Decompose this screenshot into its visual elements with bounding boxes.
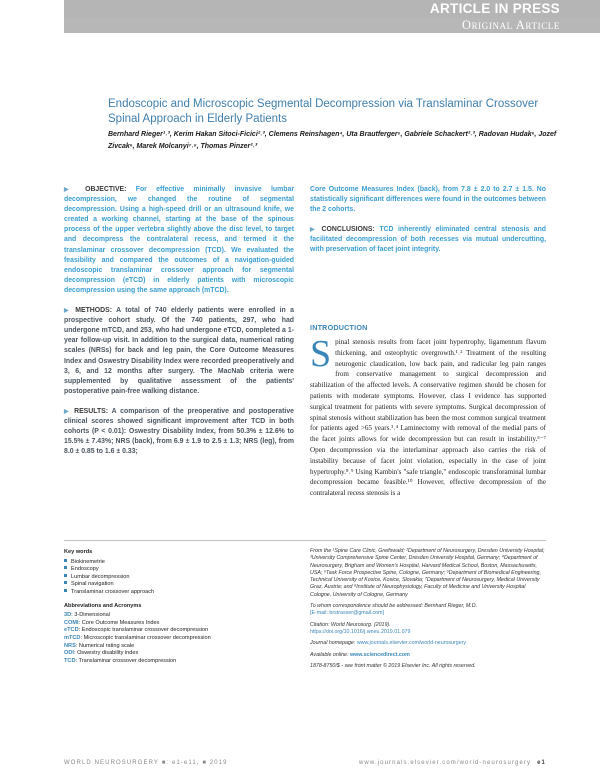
article-title: Endoscopic and Microscopic Segmental Decompression via Translaminar Crossover Spinal Approach in Elderly Patients (108, 98, 539, 125)
footer-right (359, 760, 546, 766)
doi-link[interactable]: https://doi.org/10.1016/j.wneu.2019.01.079 (310, 628, 411, 635)
square-bullet-icon (64, 566, 67, 569)
abbreviation-item: eTCD: Endoscopic translaminar crossover decompression (64, 627, 209, 634)
abstract-methods (64, 306, 294, 397)
triangle-bullet-icon: ▶ (64, 408, 75, 415)
abstract-conclusions (310, 225, 546, 255)
square-bullet-icon (64, 589, 67, 592)
section-divider (64, 540, 546, 541)
abbreviation-item: 3D: 3-Dimensional (64, 612, 111, 619)
objective-heading: ▶ OBJECTIVE: (64, 186, 127, 193)
results-text: A comparison of the preoperative and postoperative clinical scores showed significant improvement after TCD in both cohorts (P < 0.01): Oswestry Disability Index, from 50.3% ± 12.6% to 15.5% ± 7.43%; NRS (back), from 6.9 ± 1.9 to 2.5 ± 1.3; NRS (leg), from 8.0 ± 0.85 to 1.6 ± 0.33; (64, 407, 294, 456)
abbreviation-item: TCD: Translaminar crossover decompression (64, 657, 177, 664)
keyword-item: Endoscopy (64, 566, 284, 574)
keyword-item: Lumbar decompression (64, 574, 284, 582)
methods-heading: ▶ METHODS: (64, 307, 112, 315)
introduction-text: pinal stenosis results from facet joint hypertrophy, ligamentum flavum thickening, and osteophytic overgrowth.¹˒² Treatment of the resulting neurogenic claudication, low back pain, and radicular leg pain ranges from conservative management to surgical decompression and stabilization of the affected levels. A conservative regimen should be chosen for patients with moderate symptoms. However, class I evidence has supported surgical treatment for patients with severe symptoms. Surgical decompression of spinal stenosis without stabilization has been the most common surgical treatment for patients aged >65 years.³˒⁴ Laminectomy with removal of the medial parts of the facet joints allows for wide decompression but can result in instability.⁵⁻⁷ Open decompression via the interlaminar approach also carries the risk of instability because of facet joint violation, especially in the case of joint hypertrophy.⁸˒⁹ Using Kambin's "safe triangle," endoscopic transforaminal lumbar decompression became feasible.¹⁰ However, effective decompression of the contralateral recess stenosis is a (310, 338, 546, 498)
article-banner (0, 0, 600, 34)
abstract-results (64, 407, 294, 457)
correspondence: To whom correspondence should be addressed: Bernhard Rieger, M.D. [E-mail: brstrasser@gmail.com] (310, 603, 478, 617)
square-bullet-icon (64, 574, 67, 577)
results-heading: ▶ RESULTS: (64, 407, 109, 415)
triangle-bullet-icon: ▶ (310, 227, 322, 234)
article-type-label: Original Article (461, 18, 560, 32)
abbreviation-item: mTCD: Microscopic translaminar crossover decompression (64, 634, 211, 641)
abbreviation-item: NRS: Numerical rating scale (64, 642, 135, 649)
square-bullet-icon (64, 581, 67, 584)
abstract-left-column (64, 185, 294, 467)
objective-text: For effective minimally invasive lumbar decompression, we changed the routine of segmental decompression. Using a high-speed drill or an ultrasound knife, we created a working channel, starting at the base of the spinous process of the upper vertebra slightly above the disc level, to target and decompress the contralateral recess, and termed it the translaminar crossover decompression (TCD). We evaluated the feasibility and compared the outcomes of a navigation-guided endoscopic translaminar crossover approach for segmental decompression (eTCD) in elderly patients with microscopic decompression using the same approach (mTCD). (64, 186, 294, 294)
conclusions-text: TCD inherently eliminated central stenosis and facilitated decompression of both recesses via mutual undercutting, with preservation of facet joint integrity. (310, 226, 547, 254)
article-in-press-label: ARTICLE IN PRESS (429, 1, 560, 16)
affiliations-block (310, 548, 546, 674)
keywords-label: Key words (64, 549, 93, 555)
results-continued-text: Core Outcome Measures Index (back), from 7.8 ± 2.0 to 2.7 ± 1.5. No statistically significant differences were found in the outcomes between the 2 cohorts. (310, 186, 546, 214)
page-number: e1 (537, 760, 546, 766)
abbreviation-item: COMI: Core Outcome Measures Index (64, 619, 160, 626)
abbreviations-label: Abbreviations and Acronyms (64, 602, 142, 609)
triangle-bullet-icon: ▶ (64, 187, 86, 193)
citation: Citation: World Neurosurg. (2019). https://doi.org/10.1016/j.wneu.2019.01.079 (310, 621, 411, 635)
abstract-objective (64, 185, 294, 296)
abstract-right-column (310, 185, 546, 266)
square-bullet-icon (64, 559, 67, 562)
keywords-block (64, 549, 284, 665)
introduction-body (310, 333, 546, 499)
sciencedirect-link[interactable]: www.sciencedirect.com (349, 651, 410, 658)
conclusions-heading: ▶ CONCLUSIONS: (310, 226, 375, 234)
drop-cap: S (310, 333, 332, 375)
affiliations-text: From the ¹Spine Care Clinic, Greifswald; ²Department of Neurosurgery, Dresden University Hospital; ³University Comprehensive Spine Center, Dresden University Hospital, Germany; ⁴Department of Neurosurgery, Brigham and Women's Hospital, Harvard Medical School, Boston, Massachusetts, USA; ⁵Task Force Prospective Spine, Cologne, Germany; ⁶Department of Biomedical Engineering, Technical University of Kosice, Kosice, Slovakia; ⁷Department of Neurosurgery, Medical University Graz, Austria; and ⁸Institute of Neurophysiology, Faculty of Medicine and University Hospital Cologne, University of Cologne, Germany (310, 548, 545, 598)
copyright: 1878-8750/$ - see front matter © 2019 Elsevier Inc. All rights reserved. (310, 662, 476, 669)
triangle-bullet-icon: ▶ (64, 308, 76, 315)
keyword-item: Translaminar crossover approach (64, 589, 284, 597)
journal-homepage: Journal homepage: www.journals.elsevier.com/world-neurosurgery (310, 640, 467, 647)
abbreviation-item: ODI: Oswestry disability index (64, 650, 139, 657)
keyword-item: Spinal navigation (64, 581, 284, 589)
author-list: Bernhard Rieger¹˒³, Kerim Hakan Sitoci-Ficici²˒³, Clemens Reinshagen⁴, Uta Brautferger⁵, Gabriele Schackert²˒³, Radovan Hudak⁶, Jozef Zivcak⁶, Marek Molcanyi⁷˒⁸, Thomas Pinzer²˒³ (108, 131, 557, 150)
keyword-item: Biokinemetrie (64, 559, 284, 567)
homepage-link[interactable]: www.journals.elsevier.com/world-neurosurgery (356, 640, 467, 647)
footer-journal: WORLD NEUROSURGERY ■: e1-e11, ■ 2019 (64, 760, 228, 766)
article-type-bar (64, 18, 600, 33)
email-link[interactable]: [E-mail: brstrasser@gmail.com] (310, 610, 384, 617)
abstract-results-continued (310, 185, 546, 215)
footer-url: www.journals.elsevier.com/world-neurosurgery (359, 760, 532, 766)
introduction-heading: INTRODUCTION (310, 323, 368, 332)
article-in-press-bar (64, 0, 600, 18)
methods-text: A total of 740 elderly patients were enrolled in a prospective cohort study. Of the 740 patients, 297, who had undergone mTCD, and 253, who had undergone eTCD, completed a 1-year follow-up visit. In addition to the surgical data, numerical rating scales (NRSs) for back and leg pain, the Core Outcome Measures Index and Oswestry Disability Index were recorded preoperatively and 3, 6, and 12 months after surgery. The MacNab criteria were supplemented by qualitative assessment of the patients' postoperative pain-free walking distance. (64, 307, 294, 395)
available-online: Available online: www.sciencedirect.com (310, 651, 410, 658)
